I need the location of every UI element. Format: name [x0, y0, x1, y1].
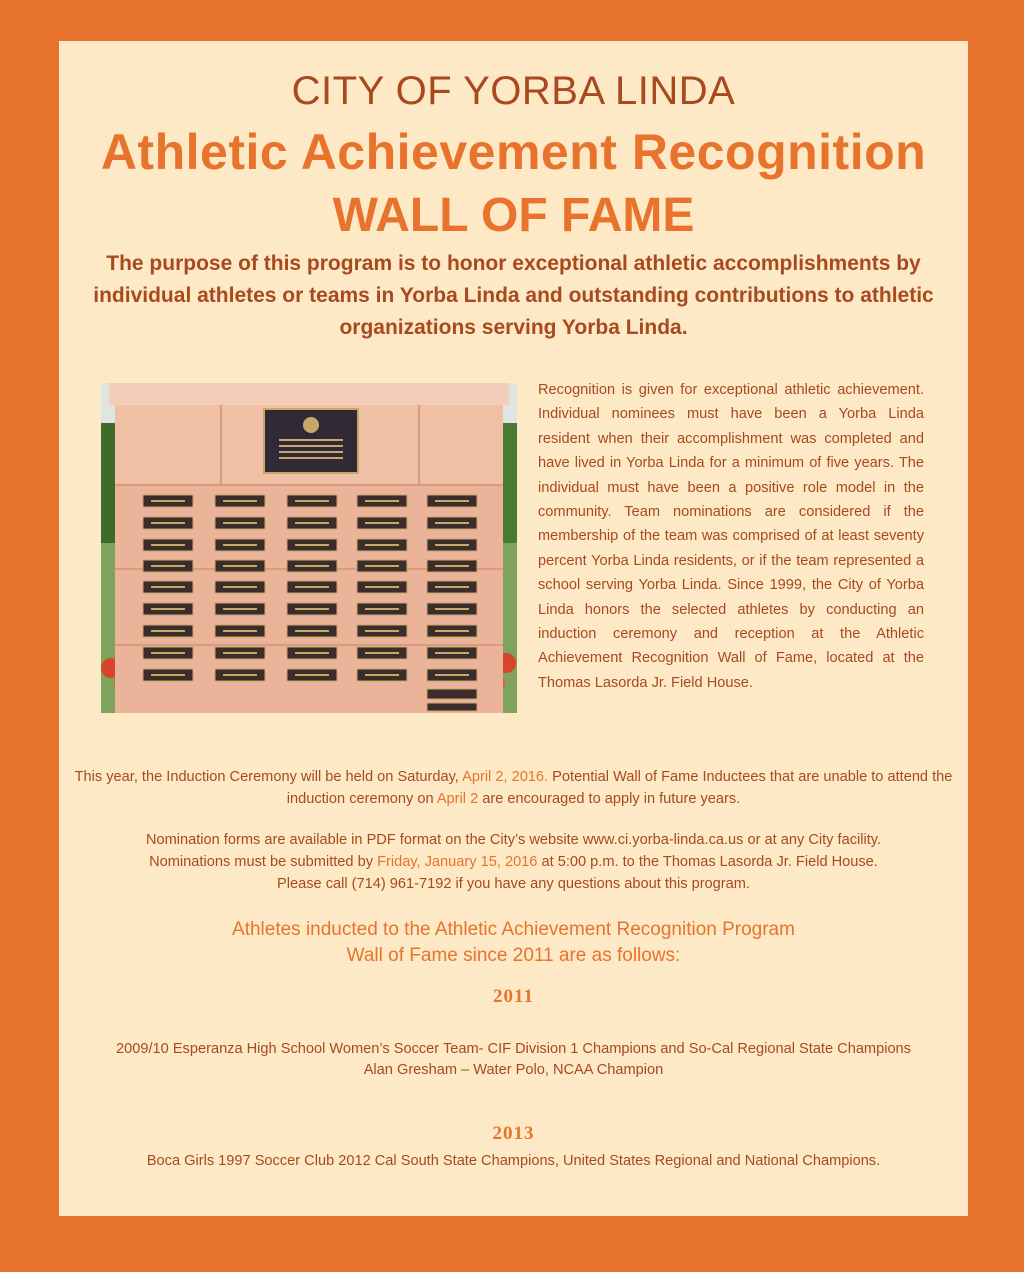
forms-line-1: Nomination forms are available in PDF format on the City’s website www.ci.yorba-linda.ca.us or at any City facility.: [145, 832, 882, 848]
inductee-entry: Alan Gresham – Water Polo, NCAA Champion: [363, 1062, 664, 1078]
program-title: Athletic Achievement Recognition: [100, 124, 927, 180]
nomination-deadline: Friday, January 15, 2016: [377, 854, 538, 870]
forms-line-2-start: Nominations must be submitted by: [149, 854, 378, 870]
ceremony-info: [69, 766, 958, 810]
city-heading: CITY OF YORBA LINDA: [291, 69, 736, 113]
purpose-statement: The purpose of this program is to honor exceptional athletic accomplishments by individual athletes or teams in Yorba Linda and outstanding contributions to athletic organizations serving Yorba Linda.: [93, 252, 934, 339]
inducted-line-2: Wall of Fame since 2011 are as follows:: [346, 945, 681, 966]
inductee-entry: Boca Girls 1997 Soccer Club 2012 Cal South State Champions, United States Regional and National Champions.: [146, 1153, 881, 1169]
inducted-heading: [59, 917, 968, 969]
year-2013-entries: [59, 1151, 968, 1172]
year-2011-heading: 2011: [493, 986, 534, 1007]
year-2011-entries: [59, 1039, 968, 1081]
nomination-info: [69, 829, 958, 895]
inductee-entry: 2009/10 Esperanza High School Women’s Soccer Team- CIF Division 1 Champions and So-Cal Regional State Champions: [116, 1041, 911, 1057]
flyer-page: [59, 41, 968, 1216]
recognition-description: Recognition is given for exceptional athletic achievement. Individual nominees must have been a Yorba Linda resident when their accomplishment was completed and have lived in Yorba Linda for a minimum of five years. The individual must have been a positive role model in the community. Team nominations are considered if the membership of the team was comprised of at least seventy percent Yorba Linda residents, or if the team represented a school serving Yorba Linda. Since 1999, the City of Yorba Linda honors the selected athletes by conducting an induction ceremony and reception at the Athletic Achievement Recognition Wall of Fame, located at the Thomas Lasorda Jr. Field House.: [538, 382, 924, 691]
wall-of-fame-heading: WALL OF FAME: [332, 189, 695, 242]
ceremony-text-2: Potential Wall of Fame Inductees that are unable to attend the induction ceremony on: [286, 769, 953, 807]
forms-line-2-end: at 5:00 p.m. to the Thomas Lasorda Jr. Field House.: [537, 854, 878, 870]
year-2013-heading: 2013: [492, 1123, 535, 1144]
ceremony-date: April 2, 2016.: [462, 769, 549, 785]
ceremony-date-short: April 2: [436, 791, 479, 807]
ceremony-text-1: This year, the Induction Ceremony will be held on Saturday,: [74, 769, 463, 785]
inducted-line-1: Athletes inducted to the Athletic Achievement Recognition Program: [232, 919, 795, 940]
forms-line-2: [69, 851, 958, 873]
ceremony-text-3: are encouraged to apply in future years.: [478, 791, 741, 807]
wall-of-fame-photo: [101, 383, 517, 713]
forms-line-3: Please call (714) 961-7192 if you have any questions about this program.: [277, 876, 750, 892]
